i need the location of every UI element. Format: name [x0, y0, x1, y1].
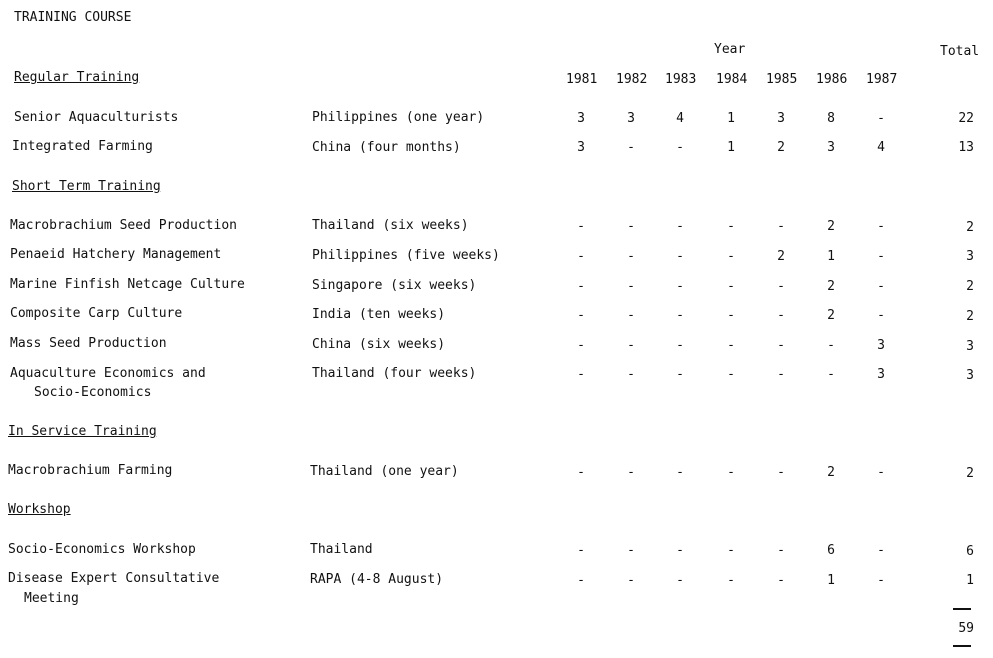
year-header-1983: 1983 — [665, 72, 697, 87]
row-total: 13 — [958, 140, 974, 155]
year-header-1982: 1982 — [616, 72, 648, 87]
value-1986: 8 — [827, 111, 835, 126]
value-1981: 3 — [577, 111, 585, 126]
value-1982: - — [627, 219, 635, 234]
value-1983: - — [676, 308, 684, 323]
grand-total: 59 — [958, 621, 974, 636]
value-1985: - — [777, 219, 785, 234]
value-1982: - — [627, 308, 635, 323]
course-name: Macrobrachium Farming — [8, 463, 173, 478]
value-1982: - — [627, 367, 635, 382]
value-1983: 4 — [676, 111, 684, 126]
course-name-line2: Meeting — [24, 591, 79, 606]
value-1987: - — [877, 308, 885, 323]
row-total: 1 — [966, 573, 974, 588]
course-location: China (six weeks) — [312, 337, 446, 352]
course-name: Socio-Economics Workshop — [8, 542, 196, 557]
value-1986: 2 — [827, 279, 835, 294]
value-1986: - — [827, 338, 835, 353]
course-name: Aquaculture Economics and — [10, 366, 206, 381]
value-1984: - — [727, 465, 735, 480]
year-header-1987: 1987 — [866, 72, 898, 87]
value-1986: 1 — [827, 249, 835, 264]
value-1986: 2 — [827, 219, 835, 234]
value-1981: - — [577, 249, 585, 264]
row-total: 3 — [966, 339, 974, 354]
value-1985: 2 — [777, 140, 785, 155]
value-1984: - — [727, 279, 735, 294]
value-1983: - — [676, 219, 684, 234]
value-1986: 2 — [827, 465, 835, 480]
value-1981: - — [577, 219, 585, 234]
value-1981: - — [577, 338, 585, 353]
value-1982: - — [627, 543, 635, 558]
value-1983: - — [676, 465, 684, 480]
value-1986: 2 — [827, 308, 835, 323]
value-1984: - — [727, 338, 735, 353]
value-1985: - — [777, 367, 785, 382]
course-location: India (ten weeks) — [312, 307, 446, 322]
value-1984: - — [727, 249, 735, 264]
value-1987: - — [877, 465, 885, 480]
row-total: 3 — [966, 368, 974, 383]
course-location: Philippines (five weeks) — [312, 248, 500, 263]
value-1986: - — [827, 367, 835, 382]
value-1983: - — [676, 367, 684, 382]
year-header-1985: 1985 — [766, 72, 798, 87]
row-total: 2 — [966, 309, 974, 324]
course-name: Integrated Farming — [12, 139, 153, 154]
value-1986: 6 — [827, 543, 835, 558]
value-1987: - — [877, 573, 885, 588]
value-1982: 3 — [627, 111, 635, 126]
row-total: 3 — [966, 249, 974, 264]
year-header-1986: 1986 — [816, 72, 848, 87]
value-1981: - — [577, 465, 585, 480]
course-location: Philippines (one year) — [312, 110, 485, 125]
value-1981: - — [577, 367, 585, 382]
value-1987: - — [877, 219, 885, 234]
value-1982: - — [627, 279, 635, 294]
value-1981: - — [577, 308, 585, 323]
value-1983: - — [676, 279, 684, 294]
value-1987: - — [877, 279, 885, 294]
course-name-line2: Socio-Economics — [34, 385, 152, 400]
section-heading-workshop: Workshop — [8, 502, 71, 517]
course-location: Thailand — [310, 542, 373, 557]
value-1985: - — [777, 308, 785, 323]
value-1983: - — [676, 140, 684, 155]
row-total: 2 — [966, 279, 974, 294]
section-heading-in-service-training: In Service Training — [8, 424, 157, 439]
value-1985: 3 — [777, 111, 785, 126]
value-1984: - — [727, 308, 735, 323]
row-total: 2 — [966, 466, 974, 481]
value-1987: 3 — [877, 338, 885, 353]
value-1984: 1 — [727, 140, 735, 155]
course-name: Composite Carp Culture — [10, 306, 183, 321]
value-1981: 3 — [577, 140, 585, 155]
course-name: Macrobrachium Seed Production — [10, 218, 237, 233]
value-1984: 1 — [727, 111, 735, 126]
course-name: Marine Finfish Netcage Culture — [10, 277, 245, 292]
course-name: Senior Aquaculturists — [14, 110, 179, 125]
course-name: Penaeid Hatchery Management — [10, 247, 222, 262]
year-header: Year — [714, 42, 746, 57]
value-1982: - — [627, 249, 635, 264]
row-total: 22 — [958, 111, 974, 126]
section-heading-regular-training: Regular Training — [14, 70, 140, 85]
course-location: RAPA (4-8 August) — [310, 572, 444, 587]
value-1987: - — [877, 111, 885, 126]
course-name: Disease Expert Consultative — [8, 571, 220, 586]
value-1983: - — [676, 543, 684, 558]
value-1985: - — [777, 338, 785, 353]
value-1982: - — [627, 465, 635, 480]
value-1986: 1 — [827, 573, 835, 588]
value-1981: - — [577, 279, 585, 294]
value-1984: - — [727, 219, 735, 234]
value-1985: 2 — [777, 249, 785, 264]
value-1982: - — [627, 140, 635, 155]
value-1986: 3 — [827, 140, 835, 155]
year-header-1981: 1981 — [566, 72, 598, 87]
page-title: TRAINING COURSE — [14, 10, 132, 25]
value-1987: 3 — [877, 367, 885, 382]
value-1985: - — [777, 279, 785, 294]
value-1987: - — [877, 543, 885, 558]
course-location: Singapore (six weeks) — [312, 278, 477, 293]
section-heading-short-term-training: Short Term Training — [12, 179, 161, 194]
value-1984: - — [727, 543, 735, 558]
row-total: 2 — [966, 220, 974, 235]
value-1984: - — [727, 573, 735, 588]
course-location: Thailand (six weeks) — [312, 218, 469, 233]
course-name: Mass Seed Production — [10, 336, 167, 351]
total-rule-bottom — [953, 645, 971, 647]
value-1981: - — [577, 543, 585, 558]
course-location: Thailand (one year) — [310, 464, 459, 479]
value-1987: 4 — [877, 140, 885, 155]
course-location: China (four months) — [312, 140, 461, 155]
value-1982: - — [627, 338, 635, 353]
value-1983: - — [676, 338, 684, 353]
value-1983: - — [676, 249, 684, 264]
value-1987: - — [877, 249, 885, 264]
total-header: Total — [940, 44, 980, 59]
value-1984: - — [727, 367, 735, 382]
course-location: Thailand (four weeks) — [312, 366, 477, 381]
row-total: 6 — [966, 544, 974, 559]
value-1983: - — [676, 573, 684, 588]
total-rule-top — [953, 608, 971, 610]
value-1981: - — [577, 573, 585, 588]
value-1982: - — [627, 573, 635, 588]
value-1985: - — [777, 543, 785, 558]
year-header-1984: 1984 — [716, 72, 748, 87]
value-1985: - — [777, 573, 785, 588]
value-1985: - — [777, 465, 785, 480]
